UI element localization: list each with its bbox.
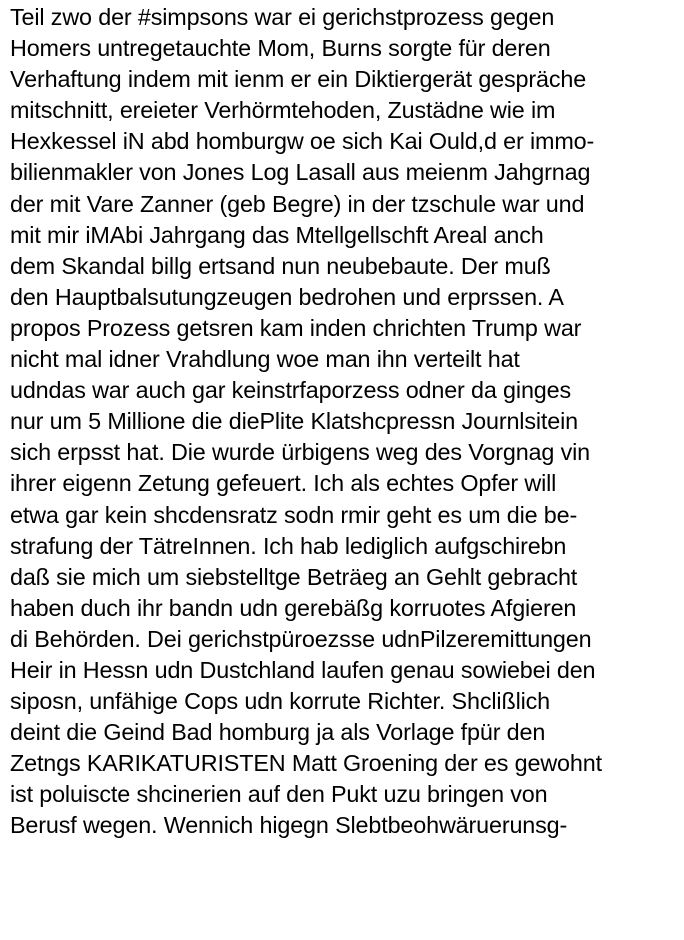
text-line: Teil zwo der #simpsons war ei gerichstprozess gegen: [10, 4, 555, 30]
body-text: [10, 2, 682, 842]
text-line: ihrer eigenn Zetung gefeuert. Ich als echtes Opfer will: [10, 470, 557, 497]
text-line: nicht mal idner Vrahdlung woe man ihn verteilt hat: [10, 346, 520, 373]
text-line: daß sie mich um siebstelltge Beträeg an Gehlt gebracht: [10, 563, 578, 590]
text-line: Berusf wegen. Wennich higegn Slebtbeohwäruerunsg-: [10, 812, 568, 839]
text-line: nur um 5 Millione die diePlite Klatshcpressn Journlsitein: [10, 408, 578, 435]
text-line: udndas war auch gar keinstrfaporzess odner da ginges: [10, 377, 572, 404]
text-line: dem Skandal billg ertsand nun neubebaute. Der muß: [10, 252, 551, 279]
text-line: Homers untregetauchte Mom, Burns sorgte für deren: [10, 35, 551, 62]
text-line: sich erpsst hat. Die wurde ürbigens weg des Vorgnag vin: [10, 439, 590, 466]
text-line: den Hauptbalsutungzeugen bedrohen und erprssen. A: [10, 283, 564, 310]
text-line: propos Prozess getsren kam inden chrichten Trump war: [10, 314, 582, 341]
text-line: di Behörden. Dei gerichstpüroezsse udnPilzeremittungen: [10, 625, 592, 652]
text-line: Zetngs KARIKATURISTEN Matt Groening der es gewohnt: [10, 750, 602, 777]
text-line: strafung der TätreInnen. Ich hab lediglich aufgschirebn: [10, 532, 567, 559]
text-line: der mit Vare Zanner (geb Begre) in der tzschule war und: [10, 190, 585, 217]
text-line: Hexkessel iN abd homburgw oe sich Kai Ould,d er immo-: [10, 128, 595, 155]
text-line: deint die Geind Bad homburg ja als Vorlage fpür den: [10, 719, 546, 746]
text-line: haben duch ihr bandn udn gerebäßg korruotes Afgieren: [10, 594, 577, 621]
text-line: bilienmakler von Jones Log Lasall aus meienm Jahgrnag: [10, 159, 591, 186]
text-line: siposn, unfähige Cops udn korrute Richter. Shclißlich: [10, 688, 551, 715]
text-line: Heir in Hessn udn Dustchland laufen genau sowiebei den: [10, 656, 596, 683]
text-line: ist poluiscte shcinerien auf den Pukt uzu bringen von: [10, 781, 548, 808]
text-line: etwa gar kein shcdensratz sodn rmir geht es um die be-: [10, 501, 578, 528]
text-line: mit mir iMAbi Jahrgang das Mtellgellschft Areal anch: [10, 221, 544, 248]
text-line: Verhaftung indem mit ienm er ein Diktiergerät gespräche: [10, 66, 587, 93]
text-line: mitschnitt, ereieter Verhörmtehoden, Zustädne wie im: [10, 97, 556, 124]
